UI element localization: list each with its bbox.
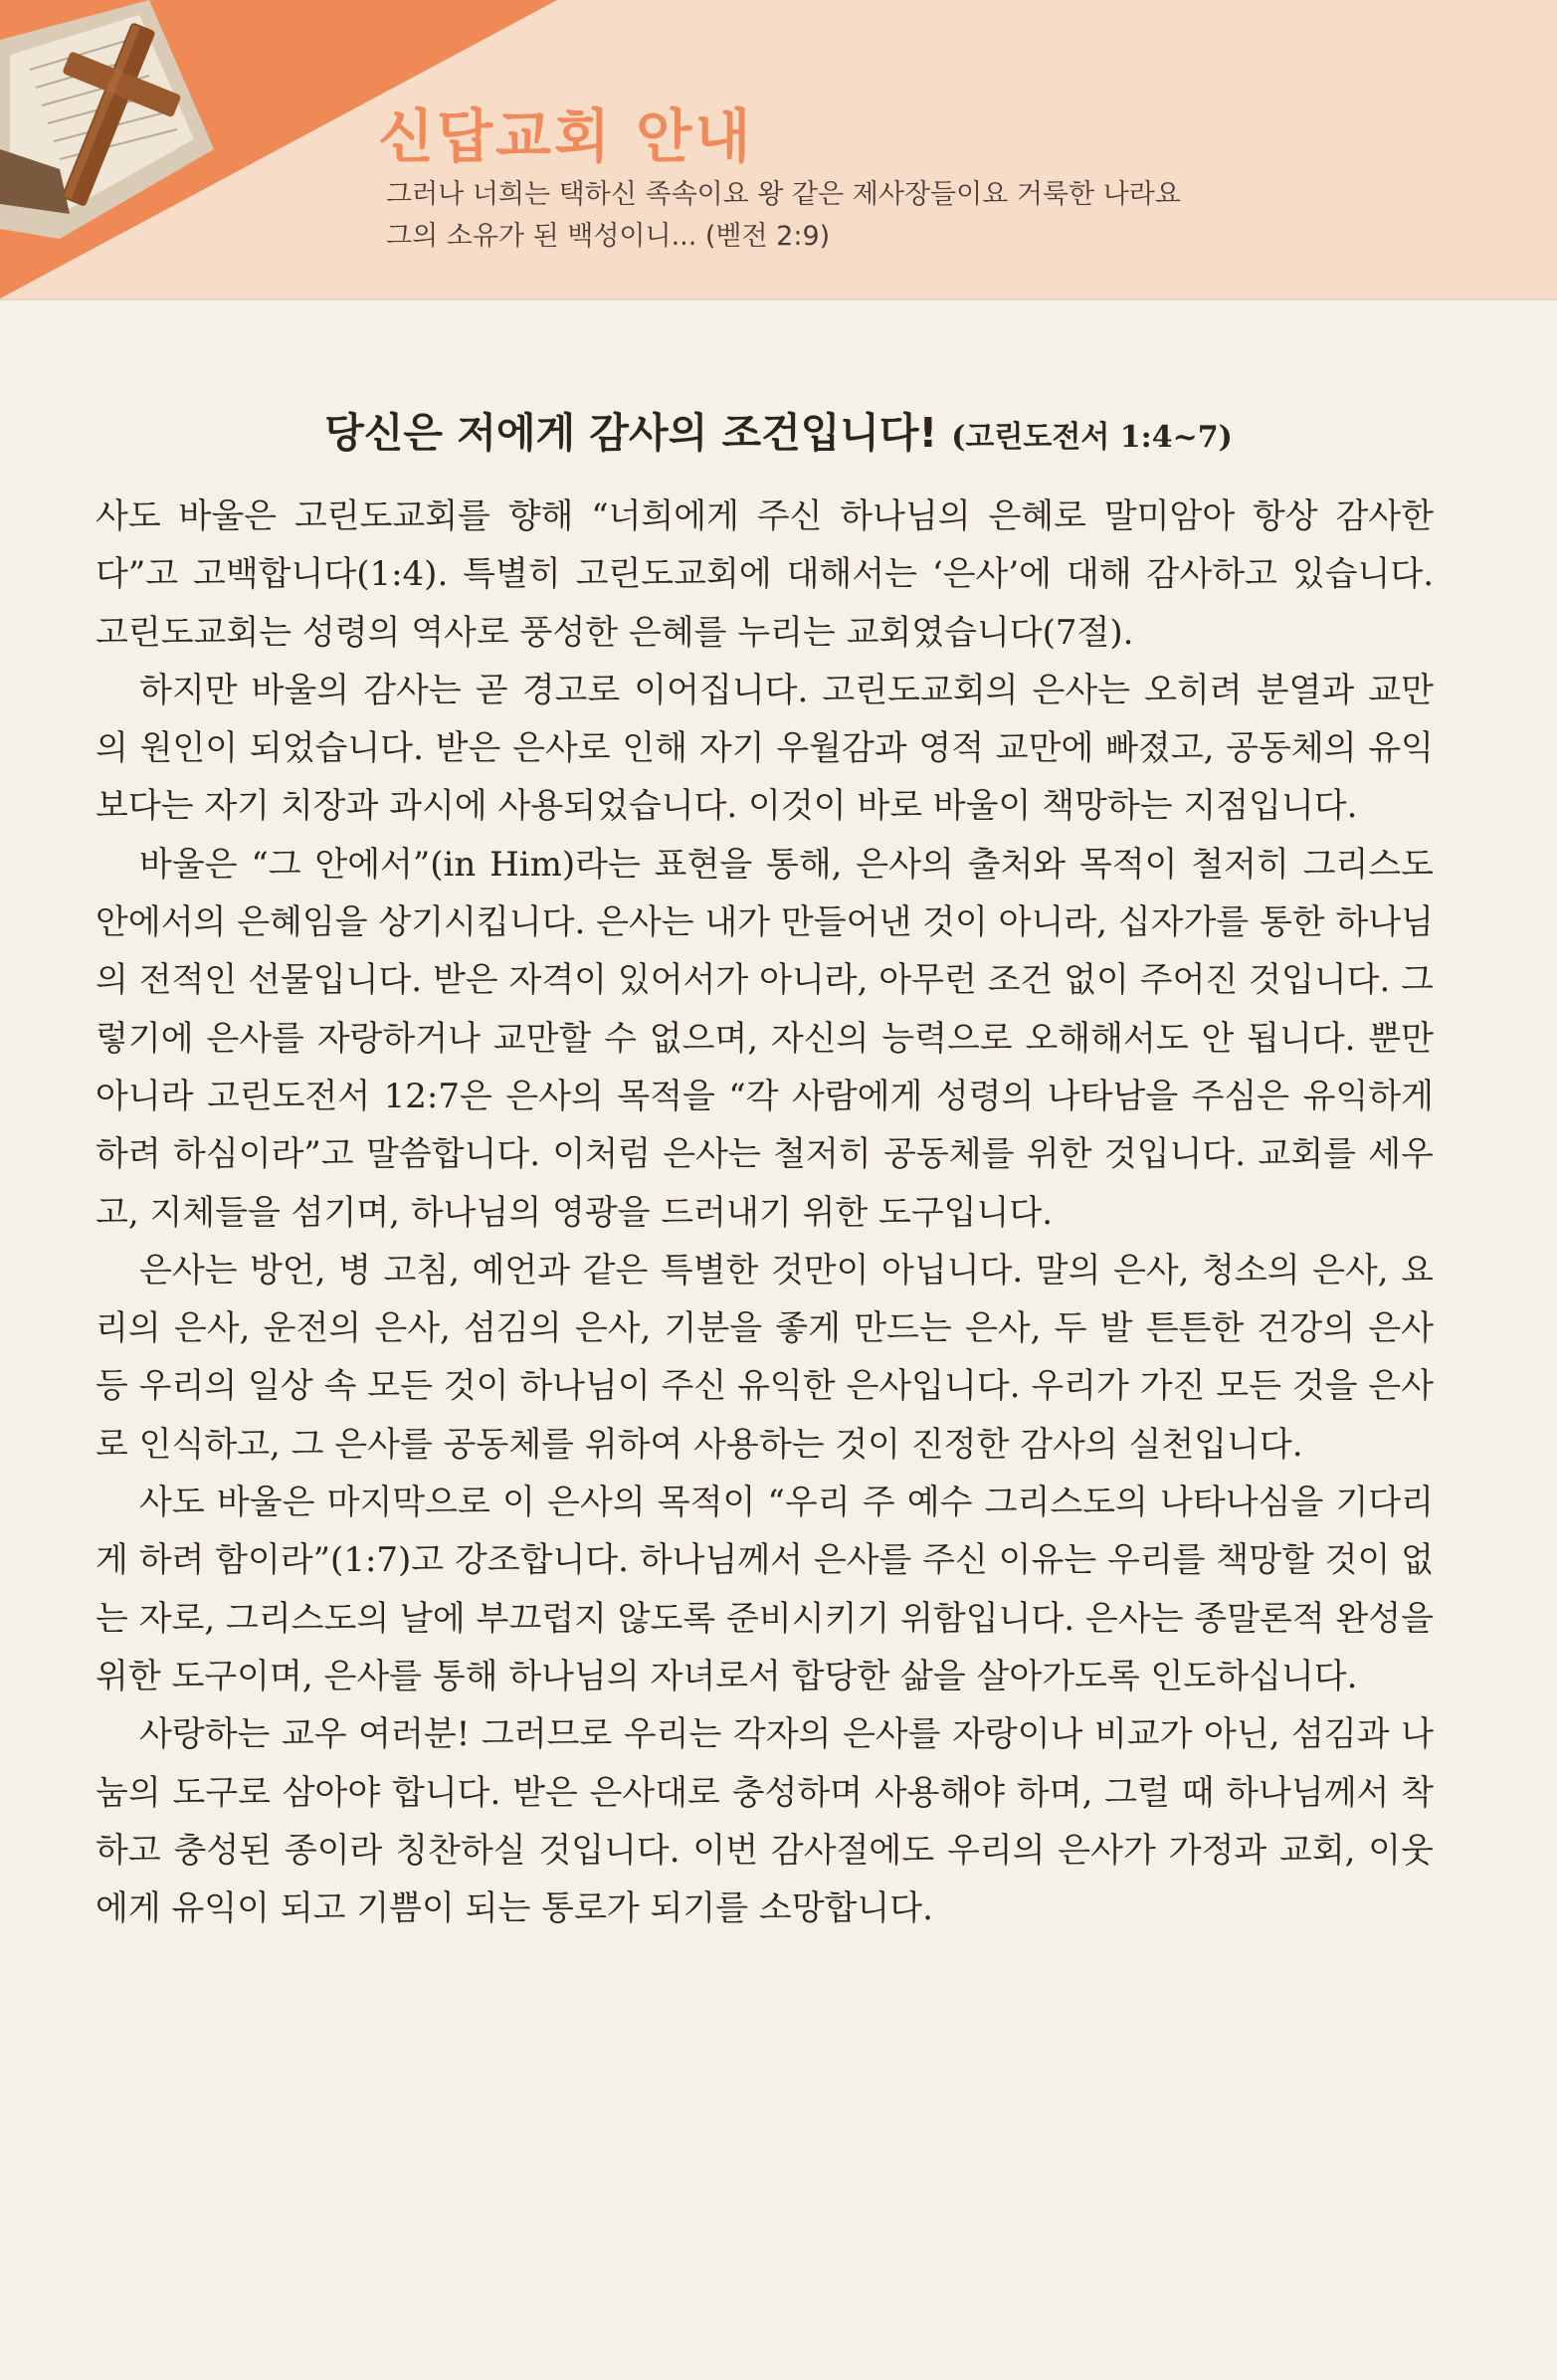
paragraph: 사랑하는 교우 여러분! 그러므로 우리는 각자의 은사를 자랑이나 비교가 아닌, 섬김과 나눔의 도구로 삼아야 합니다. 받은 은사대로 충성하며 사용해야 하며, 그럴 때 하나님께서 착하고 충성된 종이라 칭찬하실 것입니다. 이번 감사절에도 우리의 은사가 가정과 교회, 이웃에게 유익이 되고 기쁨이 되는 통로가 되기를 소망합니다. [96, 1714, 1434, 1929]
verse-line: 그의 소유가 된 백성이니... (벧전 2:9) [386, 221, 831, 252]
article-title [0, 400, 1557, 459]
bible-cross-icon [0, 0, 214, 239]
paragraph: 하지만 바울의 감사는 곧 경고로 이어집니다. 고린도교회의 은사는 오히려 분열과 교만의 원인이 되었습니다. 받은 은사로 인해 자기 우월감과 영적 교만에 빠졌고, 공동체의 유익보다는 자기 치장과 과시에 사용되었습니다. 이것이 바로 바울이 책망하는 지점입니다. [96, 670, 1434, 827]
article-body [96, 488, 1434, 2318]
paragraph: 사도 바울은 고린도교회를 향해 “너희에게 주신 하나님의 은혜로 말미암아 항상 감사한다”고 고백합니다(1:4). 특별히 고린도교회에 대해서는 ‘은사’에 대해 감사하고 있습니다. 고린도교회는 성령의 역사로 풍성한 은혜를 누리는 교회였습니다(7절). [96, 496, 1434, 653]
verse-line: 그러나 너희는 택하신 족속이요 왕 같은 제사장들이요 거룩한 나라요 [386, 179, 1181, 210]
paragraph: 바울은 “그 안에서”(in Him)라는 표현을 통해, 은사의 출처와 목적이 철저히 그리스도 안에서의 은혜임을 상기시킵니다. 은사는 내가 만들어낸 것이 아니라, 십자가를 통한 하나님의 전적인 선물입니다. 받은 자격이 있어서가 아니라, 아무런 조건 없이 주어진 것입니다. 그렇기에 은사를 자랑하거나 교만할 수 없으며, 자신의 능력으로 오해해서도 안 됩니다. 뿐만 아니라 고린도전서 12:7은 은사의 목적을 “각 사람에게 성령의 나타남을 주심은 유익하게 하려 하심이라”고 말씀합니다. 이처럼 은사는 철저히 공동체를 위한 것입니다. 교회를 세우고, 지체들을 섬기며, 하나님의 영광을 드러내기 위한 도구입니다. [96, 844, 1434, 1233]
paragraph: 은사는 방언, 병 고침, 예언과 같은 특별한 것만이 아닙니다. 말의 은사, 청소의 은사, 요리의 은사, 운전의 은사, 섬김의 은사, 기분을 좋게 만드는 은사, 두 발 튼튼한 건강의 은사 등 우리의 일상 속 모든 것이 하나님이 주신 유익한 은사입니다. 우리가 가진 모든 것을 은사로 인식하고, 그 은사를 공동체를 위하여 사용하는 것이 진정한 감사의 실천입니다. [96, 1250, 1434, 1465]
scripture-reference: (고린도전서 1:4~7) [951, 420, 1233, 455]
paragraph: 사도 바울은 마지막으로 이 은사의 목적이 “우리 주 예수 그리스도의 나타나심을 기다리게 하려 함이라”(1:7)고 강조합니다. 하나님께서 은사를 주신 이유는 우리를 책망할 것이 없는 자로, 그리스도의 날에 부끄럽지 않도록 준비시키기 위함입니다. 은사는 종말론적 완성을 위한 도구이며, 은사를 통해 하나님의 자녀로서 합당한 삶을 살아가도록 인도하십니다. [96, 1483, 1434, 1696]
header-verse [386, 174, 1381, 258]
article-heading: 당신은 저에게 감사의 조건입니다! [324, 409, 938, 457]
page-title: 신답교회 안내 [378, 102, 754, 170]
header-banner [0, 0, 1557, 300]
